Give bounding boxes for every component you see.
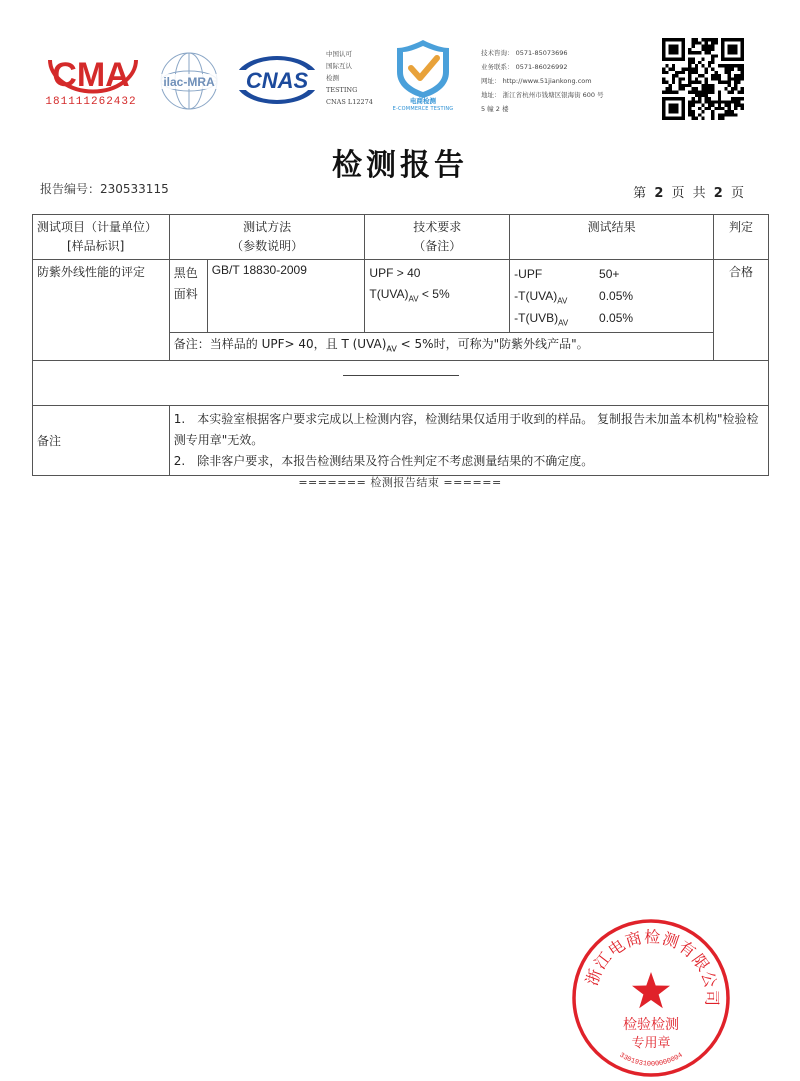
seal-number-path: 3301931000000004 bbox=[617, 1051, 685, 1069]
cell-note bbox=[169, 333, 713, 361]
blank-row bbox=[33, 361, 769, 406]
qr-code bbox=[662, 38, 744, 120]
contact-line: 技术咨询： 0571-85073696 bbox=[481, 49, 568, 57]
header-judgment: 判定 bbox=[714, 215, 769, 260]
seal-arc-char: 测 bbox=[660, 928, 682, 952]
seal-arc-char: 公 bbox=[697, 968, 721, 990]
page-current: 2 bbox=[654, 186, 666, 201]
result-value: 0.05% bbox=[599, 311, 634, 325]
header-req-line2: （备注） bbox=[413, 239, 462, 253]
cma-number: 181111262432 bbox=[45, 96, 137, 108]
ec-label: 电商检测 bbox=[410, 97, 436, 105]
page-prefix: 第 bbox=[633, 186, 649, 201]
contact-info bbox=[481, 46, 604, 116]
cnas-info-line: TESTING bbox=[326, 86, 358, 94]
ilac-mra-logo bbox=[153, 50, 225, 112]
seal-arc-char: 江 bbox=[590, 948, 616, 973]
header-item-line2: [样品标识] bbox=[67, 239, 125, 253]
ilac-text: ilac-MRA bbox=[163, 75, 215, 89]
cnas-info-line: 中国认可 bbox=[326, 50, 352, 58]
seal-arc-char: 限 bbox=[688, 950, 713, 975]
result-line bbox=[514, 307, 683, 329]
seal-arc-char: 电 bbox=[604, 935, 629, 961]
page-middle: 页 共 bbox=[671, 186, 708, 201]
page-suffix: 页 bbox=[730, 186, 746, 201]
sample-line2: 面料 bbox=[173, 287, 198, 301]
req2-sub: AV bbox=[408, 294, 419, 304]
contact-line: 地址： 浙江省杭州市钱塘区银海街 600 号 bbox=[481, 91, 604, 99]
req2-tail: < 5% bbox=[418, 287, 450, 301]
sample-line1: 黑色 bbox=[173, 266, 198, 280]
divider-line bbox=[343, 375, 459, 376]
header-method-line2: （参数说明） bbox=[231, 239, 304, 253]
req2-main: T(UVA) bbox=[369, 287, 409, 301]
result-sub: AV bbox=[558, 318, 569, 328]
header-requirement bbox=[365, 215, 510, 260]
cnas-info bbox=[326, 48, 373, 108]
remark-item: 1. 本实验室根据客户要求完成以上检测内容，检测结果仅适用于收到的样品。 复制报告未加盖本机构"检验检测专用章"无效。 bbox=[173, 412, 759, 448]
page-title: 检测报告 bbox=[332, 148, 468, 183]
cell-blank bbox=[33, 361, 769, 406]
note-part1: 备注：当样品的 UPF> 40，且 T (UVA) bbox=[173, 337, 387, 351]
company-seal bbox=[570, 917, 732, 1079]
table-row bbox=[33, 260, 769, 333]
cell-requirement bbox=[365, 260, 510, 333]
seal-arc-char: 检 bbox=[644, 927, 661, 947]
end-marker: ======= 检测报告结束 ====== bbox=[298, 476, 502, 489]
seal-arc-char: 商 bbox=[623, 928, 644, 951]
seal-arc-char: 浙 bbox=[581, 966, 606, 988]
seal-arc-char: 有 bbox=[675, 936, 700, 962]
cnas-text: CNAS bbox=[245, 68, 309, 93]
cnas-info-line: 检测 bbox=[326, 74, 339, 82]
ec-sub: E-COMMERCE TESTING bbox=[392, 106, 454, 112]
contact-line: 业务联系： 0571-86026992 bbox=[481, 63, 568, 71]
header-method bbox=[169, 215, 365, 260]
header-result: 测试结果 bbox=[510, 215, 714, 260]
result-name: -UPF bbox=[514, 267, 543, 281]
header-item bbox=[33, 215, 170, 260]
cnas-info-line: 国际互认 bbox=[326, 62, 352, 70]
header-req-line1: 技术要求 bbox=[413, 220, 462, 234]
req-line2 bbox=[369, 284, 505, 309]
star-icon bbox=[632, 972, 670, 1008]
cnas-logo bbox=[232, 52, 322, 108]
contact-line: 5 幢 2 楼 bbox=[481, 105, 509, 113]
seal-arc-char: 司 bbox=[702, 989, 722, 1007]
cell-sample bbox=[169, 260, 207, 333]
contact-line: 网址： http://www.51jiankong.com bbox=[481, 77, 592, 85]
result-value: 50+ bbox=[599, 267, 620, 281]
report-number: 报告编号：230533115 bbox=[40, 182, 169, 196]
results-table bbox=[32, 214, 769, 476]
note-sub: AV bbox=[386, 344, 397, 354]
remark-item: 2. 除非客户要求，本报告检测结果及符合性判定不考虑测量结果的不确定度。 bbox=[173, 454, 594, 469]
result-name: -T(UVA) bbox=[514, 289, 558, 303]
seal-number bbox=[618, 1052, 685, 1069]
seal-center-line1: 检验检测 bbox=[623, 1017, 679, 1033]
remarks-content bbox=[169, 406, 768, 476]
result-name: -T(UVB) bbox=[514, 311, 559, 325]
result-line bbox=[514, 263, 683, 285]
header-method-line1: 测试方法 bbox=[243, 220, 292, 234]
page-indicator bbox=[633, 182, 746, 201]
result-value: 0.05% bbox=[599, 289, 634, 303]
remarks-row bbox=[33, 406, 769, 476]
seal-center-line2: 专用章 bbox=[631, 1036, 671, 1051]
remarks-label: 备注 bbox=[33, 406, 170, 476]
page-total: 2 bbox=[713, 186, 725, 201]
note-part2: < 5%时，可称为"防紫外线产品"。 bbox=[396, 337, 589, 351]
cell-item: 防紫外线性能的评定 bbox=[33, 260, 170, 361]
cell-results bbox=[510, 260, 714, 333]
cell-judgment: 合格 bbox=[714, 260, 769, 361]
result-sub: AV bbox=[557, 296, 568, 306]
req-line1: UPF > 40 bbox=[369, 266, 421, 280]
cnas-info-line: CNAS L12274 bbox=[326, 98, 373, 106]
cell-method: GB/T 18830-2009 bbox=[207, 260, 365, 333]
cma-text: CMA bbox=[52, 56, 130, 94]
header-item-line1: 测试项目（计量单位） bbox=[37, 220, 158, 234]
result-line bbox=[514, 285, 683, 307]
table-header-row bbox=[33, 215, 769, 260]
